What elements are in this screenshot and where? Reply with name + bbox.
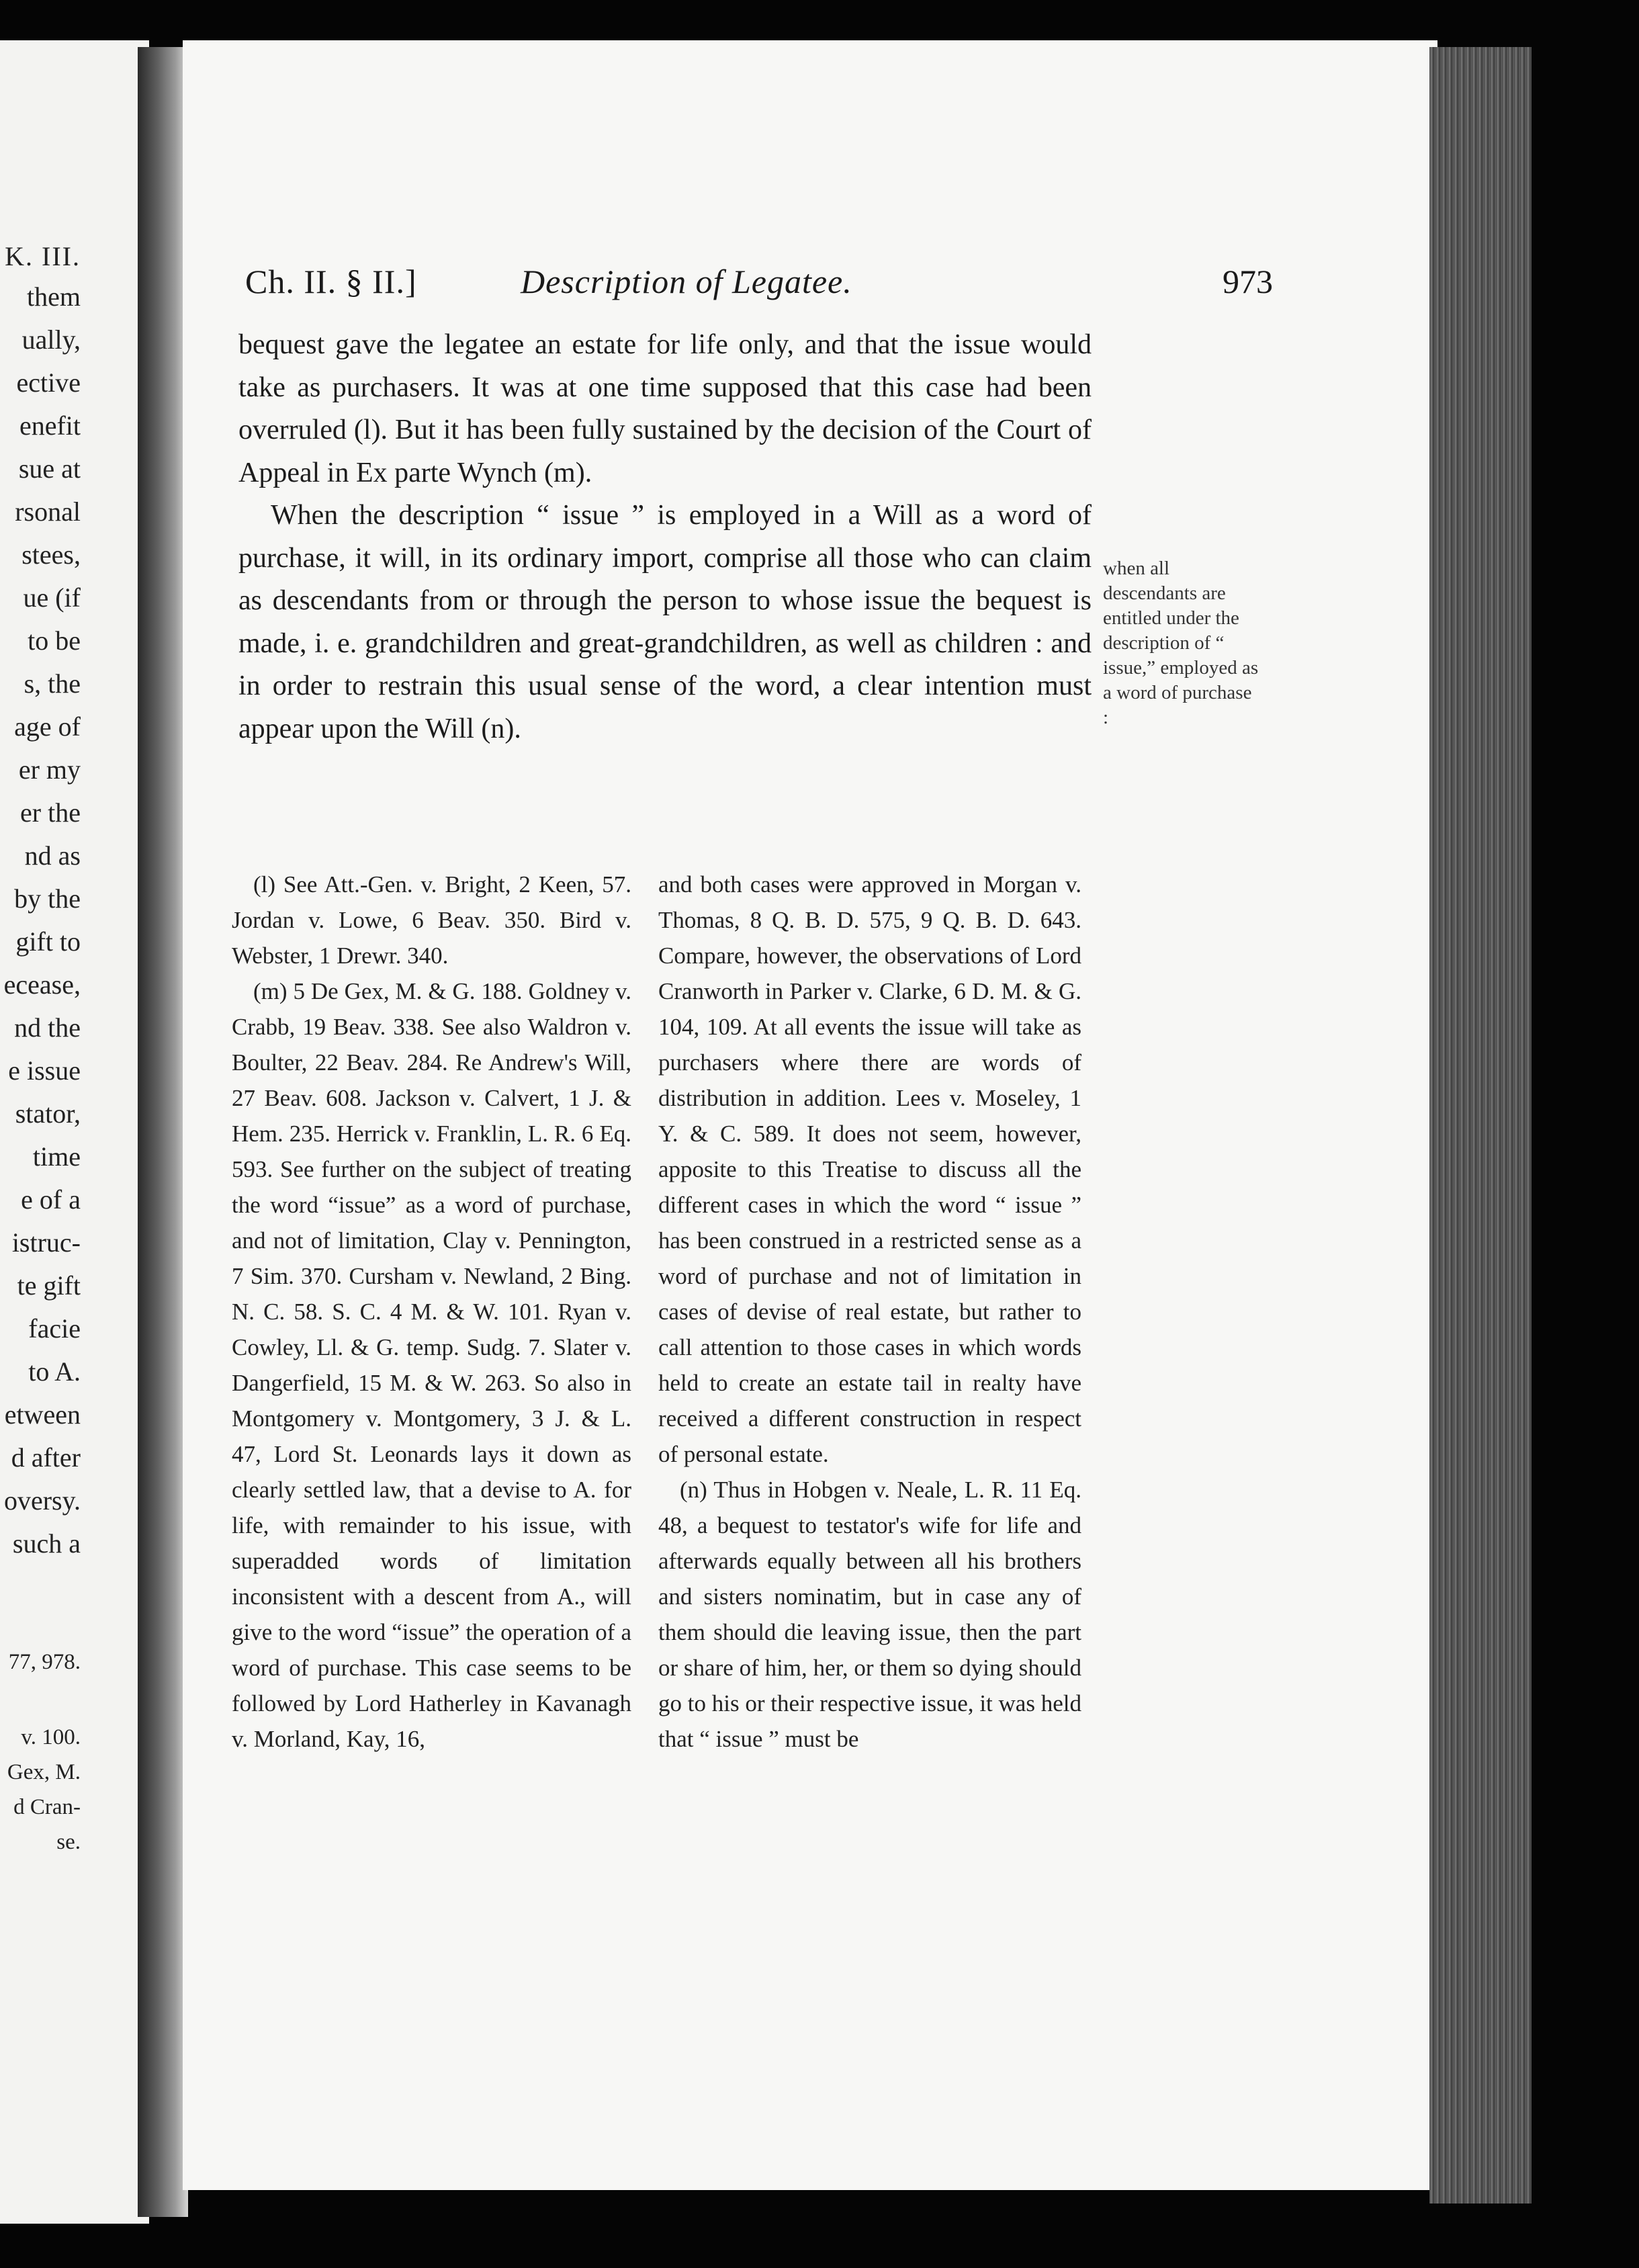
footnote-m: (m) 5 De Gex, M. & G. 188. Goldney v. Crabb, 19 Beav. 338. See also Waldron v. Boulter, 22 Beav. 284. Re Andrew's Will, 27 Beav. 608. Jackson v. Calvert, 1 J. & Hem. 235. Herrick v. Franklin, L. R. 6 Eq. 593. See further on the subject of treating the word “issue” as a word of purchase, and not of limitation, Clay v. Pennington, 7 Sim. 370. Cursham v. Newland, 2 Bing. N. C. 58. S. C. 4 M. & W. 101. Ryan v. Cowley, Ll. & G. temp. Sudg. 7. Slater v. Dangerfield, 15 M. & W. 263. So also in Montgomery v. Montgomery, 3 J. & L. 47, Lord St. Leonards lays it down as clearly settled law, that a devise to A. for life, with remainder to his issue, with superadded words of limitation inconsistent with a descent from A., will give to the word “issue” the operation of a word of purchase. This case seems to be followed by Lord Hatherley in Kavanagh v. Morland, Kay, 16, <box>232 978 631 1752</box>
running-head <box>245 262 1273 309</box>
left-page-line: ecease, <box>3 969 81 1000</box>
left-page-line: nd as <box>24 840 81 871</box>
body-text <box>238 324 1092 750</box>
left-page-footnote-line: d Cran- <box>13 1795 81 1819</box>
book-gutter <box>138 47 188 2217</box>
left-page-line: stees, <box>21 539 81 570</box>
left-page-line: stator, <box>15 1098 81 1129</box>
left-page-line: to be <box>28 625 81 656</box>
left-page-header: K. III. <box>5 241 81 271</box>
page-title: Description of Legatee. <box>521 263 852 300</box>
footnote-l: (l) See Att.-Gen. v. Bright, 2 Keen, 57. Jordan v. Lowe, 6 Beav. 350. Bird v. Webster, 1 Drewr. 340. <box>232 871 631 969</box>
left-page-line: istruc- <box>11 1227 81 1258</box>
left-page-line: gift to <box>15 926 81 957</box>
left-page-footnote-line: 77, 978. <box>8 1650 81 1674</box>
footnotes-column-2 <box>658 867 1081 1757</box>
left-page-line: etween <box>4 1399 81 1430</box>
left-page-line: enefit <box>19 410 81 441</box>
left-page-line: such a <box>12 1528 81 1559</box>
left-page-line: d after <box>11 1442 81 1473</box>
left-page-footnote-line: se. <box>56 1830 81 1854</box>
left-page-text <box>0 241 81 1860</box>
left-page-line: er the <box>20 797 81 828</box>
left-page-line: time <box>32 1141 81 1172</box>
left-page-line: by the <box>14 883 81 914</box>
margin-note: when all descendants are entitled under the description of “ issue,” employed as a word of purchase : <box>1103 558 1259 728</box>
left-page-line: e of a <box>21 1184 81 1215</box>
left-page-line: to A. <box>28 1356 81 1387</box>
page-edge <box>1429 47 1532 2204</box>
left-page-line: oversy. <box>3 1485 81 1516</box>
footnotes-column-1 <box>232 867 631 1757</box>
left-page-line: er my <box>18 754 81 785</box>
left-page-line: ue (if <box>23 582 81 613</box>
left-page-line: e issue <box>8 1055 81 1086</box>
paragraph-2: When the description “ issue ” is employed in a Will as a word of purchase, it will, in its ordinary import, comprise all those who can claim as descendants from or through the person to whose issue the bequest is made, i. e. grandchildren and great-grandchildren, as well as children : and in order to restrain this usual sense of the word, a clear intention must appear upon the Will (n). <box>238 500 1092 744</box>
paragraph-1: bequest gave the legatee an estate for life only, and that the issue would take as purchasers. It was at one time supposed that this case had been overruled (l). But it has been fully sustained by the decision of the Court of Appeal in Ex parte Wynch (m). <box>238 329 1092 488</box>
left-page-line: age of <box>14 711 81 742</box>
left-page-line: ually, <box>21 324 81 355</box>
left-page-line: te gift <box>17 1270 81 1301</box>
left-page-line: sue at <box>18 453 81 484</box>
page-number: 973 <box>1223 263 1273 300</box>
left-page-line: facie <box>28 1313 81 1344</box>
left-page-line: ective <box>16 367 81 398</box>
footnote-m-continued: and both cases were approved in Morgan v. Thomas, 8 Q. B. D. 575, 9 Q. B. D. 643. Compare, however, the observations of Lord Cranworth in Parker v. Clarke, 6 D. M. & G. 104, 109. At all events the issue will take as purchasers where there are words of distribution in addition. Lees v. Moseley, 1 Y. & C. 589. It does not seem, however, apposite to this Treatise to discuss all the different cases in which the word “ issue ” has been construed in a restricted sense as a word of purchase and not of limitation in cases of devise of real estate, but rather to call attention to those cases in which words held to create an estate tail in realty have received a different construction in respect of personal estate. <box>658 871 1081 1467</box>
left-page-line: them <box>27 281 81 312</box>
chapter-reference: Ch. II. § II.] <box>245 263 417 300</box>
left-page-line: nd the <box>14 1012 81 1043</box>
left-page-line: rsonal <box>15 496 81 527</box>
left-page-footnote-line: v. 100. <box>21 1725 81 1749</box>
left-page <box>0 40 149 2224</box>
left-page-line: s, the <box>24 668 81 699</box>
footnote-n: (n) Thus in Hobgen v. Neale, L. R. 11 Eq. 48, a bequest to testator's wife for life and afterwards equally between all his brothers and sisters nominatim, but in case any of them should die leaving issue, then the part or share of him, her, or them so dying should go to his or their respective issue, it was held that “ issue ” must be <box>658 1477 1081 1752</box>
left-page-footnote-line: Gex, M. <box>7 1760 81 1784</box>
